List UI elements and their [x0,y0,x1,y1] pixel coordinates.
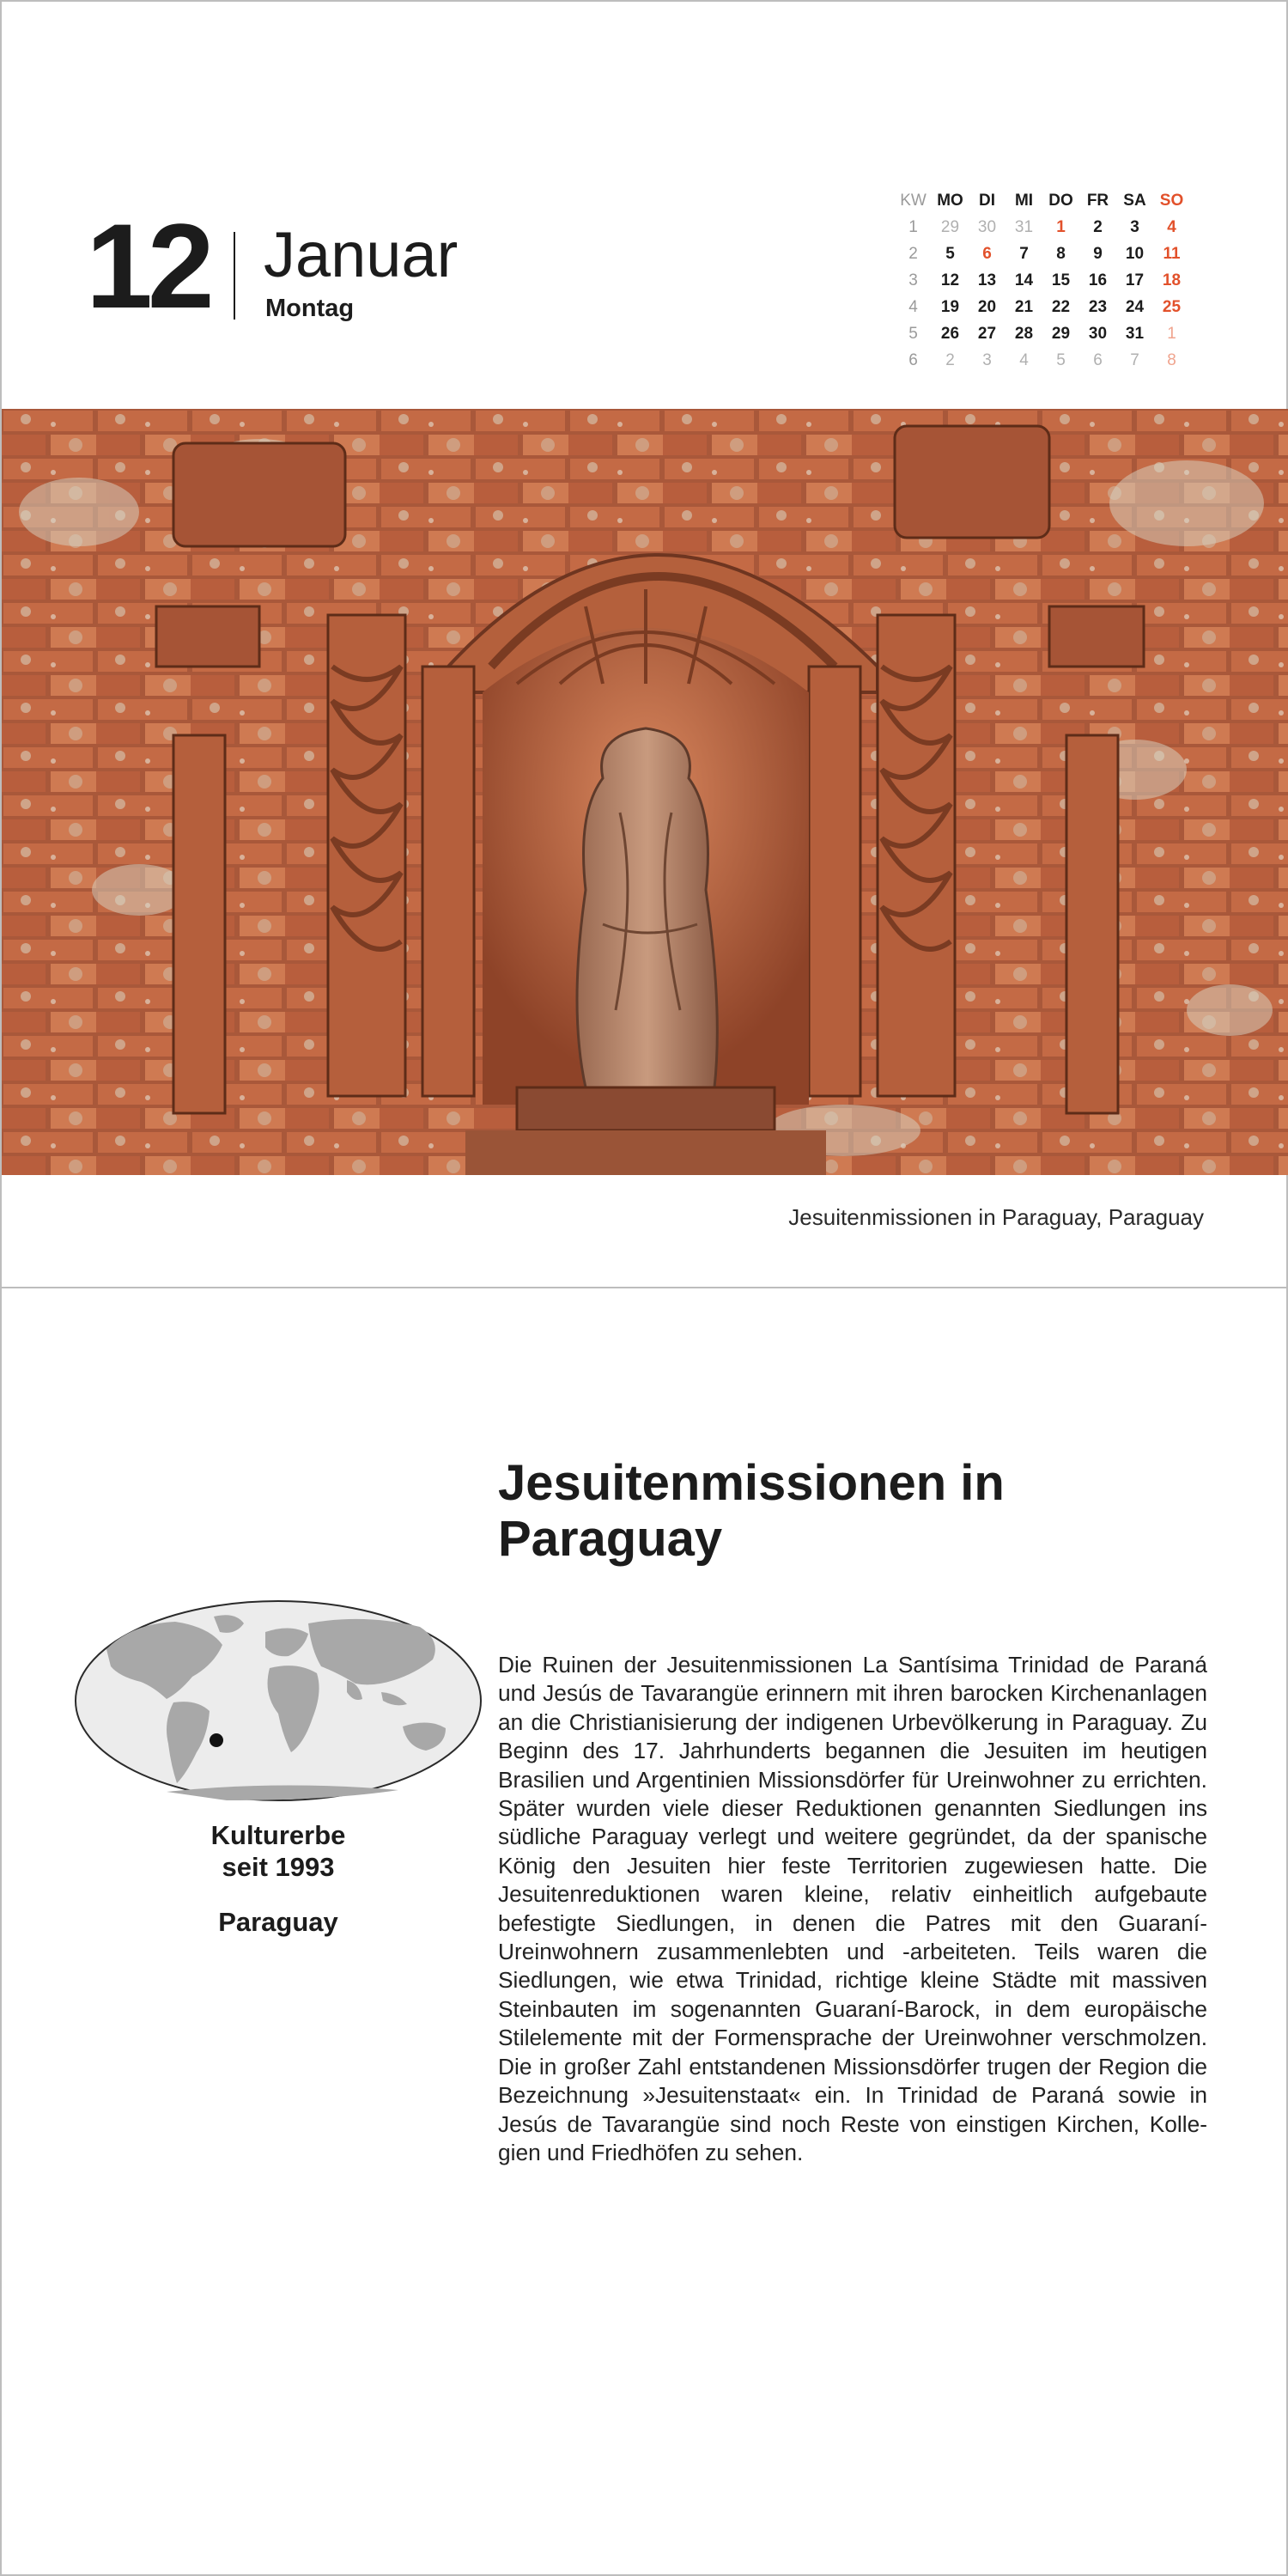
header-kw: KW [900,191,927,210]
calendar-day-sunday: 4 [1167,217,1176,236]
calendar-day-sunday: 8 [1167,350,1176,369]
calendar-day-holiday: 1 [1056,217,1066,236]
calendar-day: 17 [1125,271,1145,289]
calendar-day: 29 [940,217,960,236]
week-number: 1 [908,217,918,236]
calendar-day: 2 [945,350,955,369]
heritage-country: Paraguay [218,1907,338,1937]
photo-caption: Jesuitenmissionen in Paraguay, Paraguay [788,1204,1204,1230]
month-name: Januar [264,219,459,290]
calendar-day-sunday: 11 [1163,244,1181,263]
mini-calendar-week [895,214,1190,241]
calendar-day-holiday: 6 [982,244,992,263]
mini-calendar-week [895,241,1190,267]
mini-calendar-week [895,320,1190,347]
week-number: 2 [908,244,918,263]
mini-calendar-week [895,267,1190,294]
calendar-day: 13 [977,271,997,289]
calendar-day: 31 [1125,324,1145,343]
header-mi: MI [1014,191,1034,210]
calendar-day-sunday: 1 [1167,324,1176,343]
week-number: 3 [908,271,918,289]
week-number: 6 [908,350,918,369]
calendar-day: 20 [977,297,997,316]
calendar-day: 3 [982,350,992,369]
calendar-day: 22 [1051,297,1071,316]
week-number: 5 [908,324,918,343]
calendar-day: 16 [1088,271,1108,289]
header-so: SO [1159,191,1184,210]
header-fr: FR [1086,191,1109,210]
calendar-day: 21 [1014,297,1034,316]
calendar-day: 8 [1056,244,1066,263]
header-di: DI [979,191,995,210]
header-do: DO [1048,191,1073,210]
heritage-label [72,1819,484,1883]
world-map [72,1598,484,1804]
calendar-day: 26 [940,324,960,343]
calendar-day: 5 [945,244,955,263]
heritage-type: Kulturerbe [210,1820,346,1850]
mini-calendar [895,187,1190,374]
calendar-day: 30 [1088,324,1108,343]
calendar-day: 14 [1014,271,1034,289]
calendar-day: 5 [1056,350,1066,369]
mini-calendar-week [895,294,1190,320]
calendar-day: 31 [1014,217,1034,236]
mini-calendar-week [895,347,1190,374]
calendar-day: 9 [1093,244,1103,263]
calendar-day-current: 12 [940,271,960,289]
calendar-day: 6 [1093,350,1103,369]
calendar-day: 23 [1088,297,1108,316]
calendar-day-page [0,0,1288,1287]
article-body: Die Ruinen der Jesuitenmissionen La Santísima Trinidad de Paraná und Jesús de Tavarangüe erinnern mit ihren barocken Kirchenanlagen an die Christianisierung der indigenen Urbevölkerung in Paraguay. Zu Beginn des 17. Jahrhunderts begannen die Jesuiten im heutigen Brasilien und Argentinien Missionsdörfer für Ureinwohner zu errichten. Später wurden viele dieser Reduktionen genannten Siedlungen ins südliche Paraguay verlegt und weitere gegründet, da der spanische König den Jesuiten hier feste Territorien zugewiesen hatte. Die Jesuitenreduktionen waren kleine, relativ einheitlich aufgebaute befestigte Siedlungen, in denen die Patres mit den Guaraní-Ureinwohnern zusammenlebten und -arbeiteten. Teils waren die Siedlungen, wie etwa Trinidad, richtige kleine Städte mit massiven Steinbauten im sogenannten Guaraní-Barock, in dem europäische Stilelemente mit der Formensprache der Ureinwohner verschmolzen. Die in großer Zahl entstandenen Missionsdörfer trugen der Region die Bezeichnung »Jesuitenstaat« ein. In Trinidad de Paraná sowie in Jesús de Tavarangüe sind noch Reste von einstigen Kirchen, Kollegien und Friedhöfen zu sehen. [498,1652,1207,2165]
calendar-day: 7 [1130,350,1139,369]
calendar-day-sunday: 18 [1162,271,1182,289]
header-mo: MO [937,191,963,210]
calendar-day: 30 [977,217,997,236]
calendar-day: 27 [977,324,997,343]
date-divider [234,232,235,320]
calendar-day: 19 [940,297,960,316]
calendar-day: 15 [1051,271,1071,289]
calendar-day: 3 [1130,217,1139,236]
calendar-day: 24 [1125,297,1145,316]
calendar-day: 4 [1019,350,1029,369]
location-marker-icon [210,1733,223,1747]
calendar-day: 7 [1019,244,1029,263]
calendar-day: 29 [1051,324,1071,343]
day-number: 12 [86,198,210,333]
mini-calendar-header-row [895,187,1190,214]
article-title: Jesuitenmissionen in Paraguay [498,1455,1005,1567]
weekday-name: Montag [265,295,355,322]
mission-ruins-photo [2,409,1288,1175]
calendar-day: 2 [1093,217,1103,236]
heritage-year: seit 1993 [222,1852,335,1882]
week-number: 4 [908,297,918,316]
header-sa: SA [1123,191,1146,210]
calendar-day: 10 [1125,244,1145,263]
calendar-day-sunday: 25 [1162,297,1182,316]
calendar-day: 28 [1014,324,1034,343]
